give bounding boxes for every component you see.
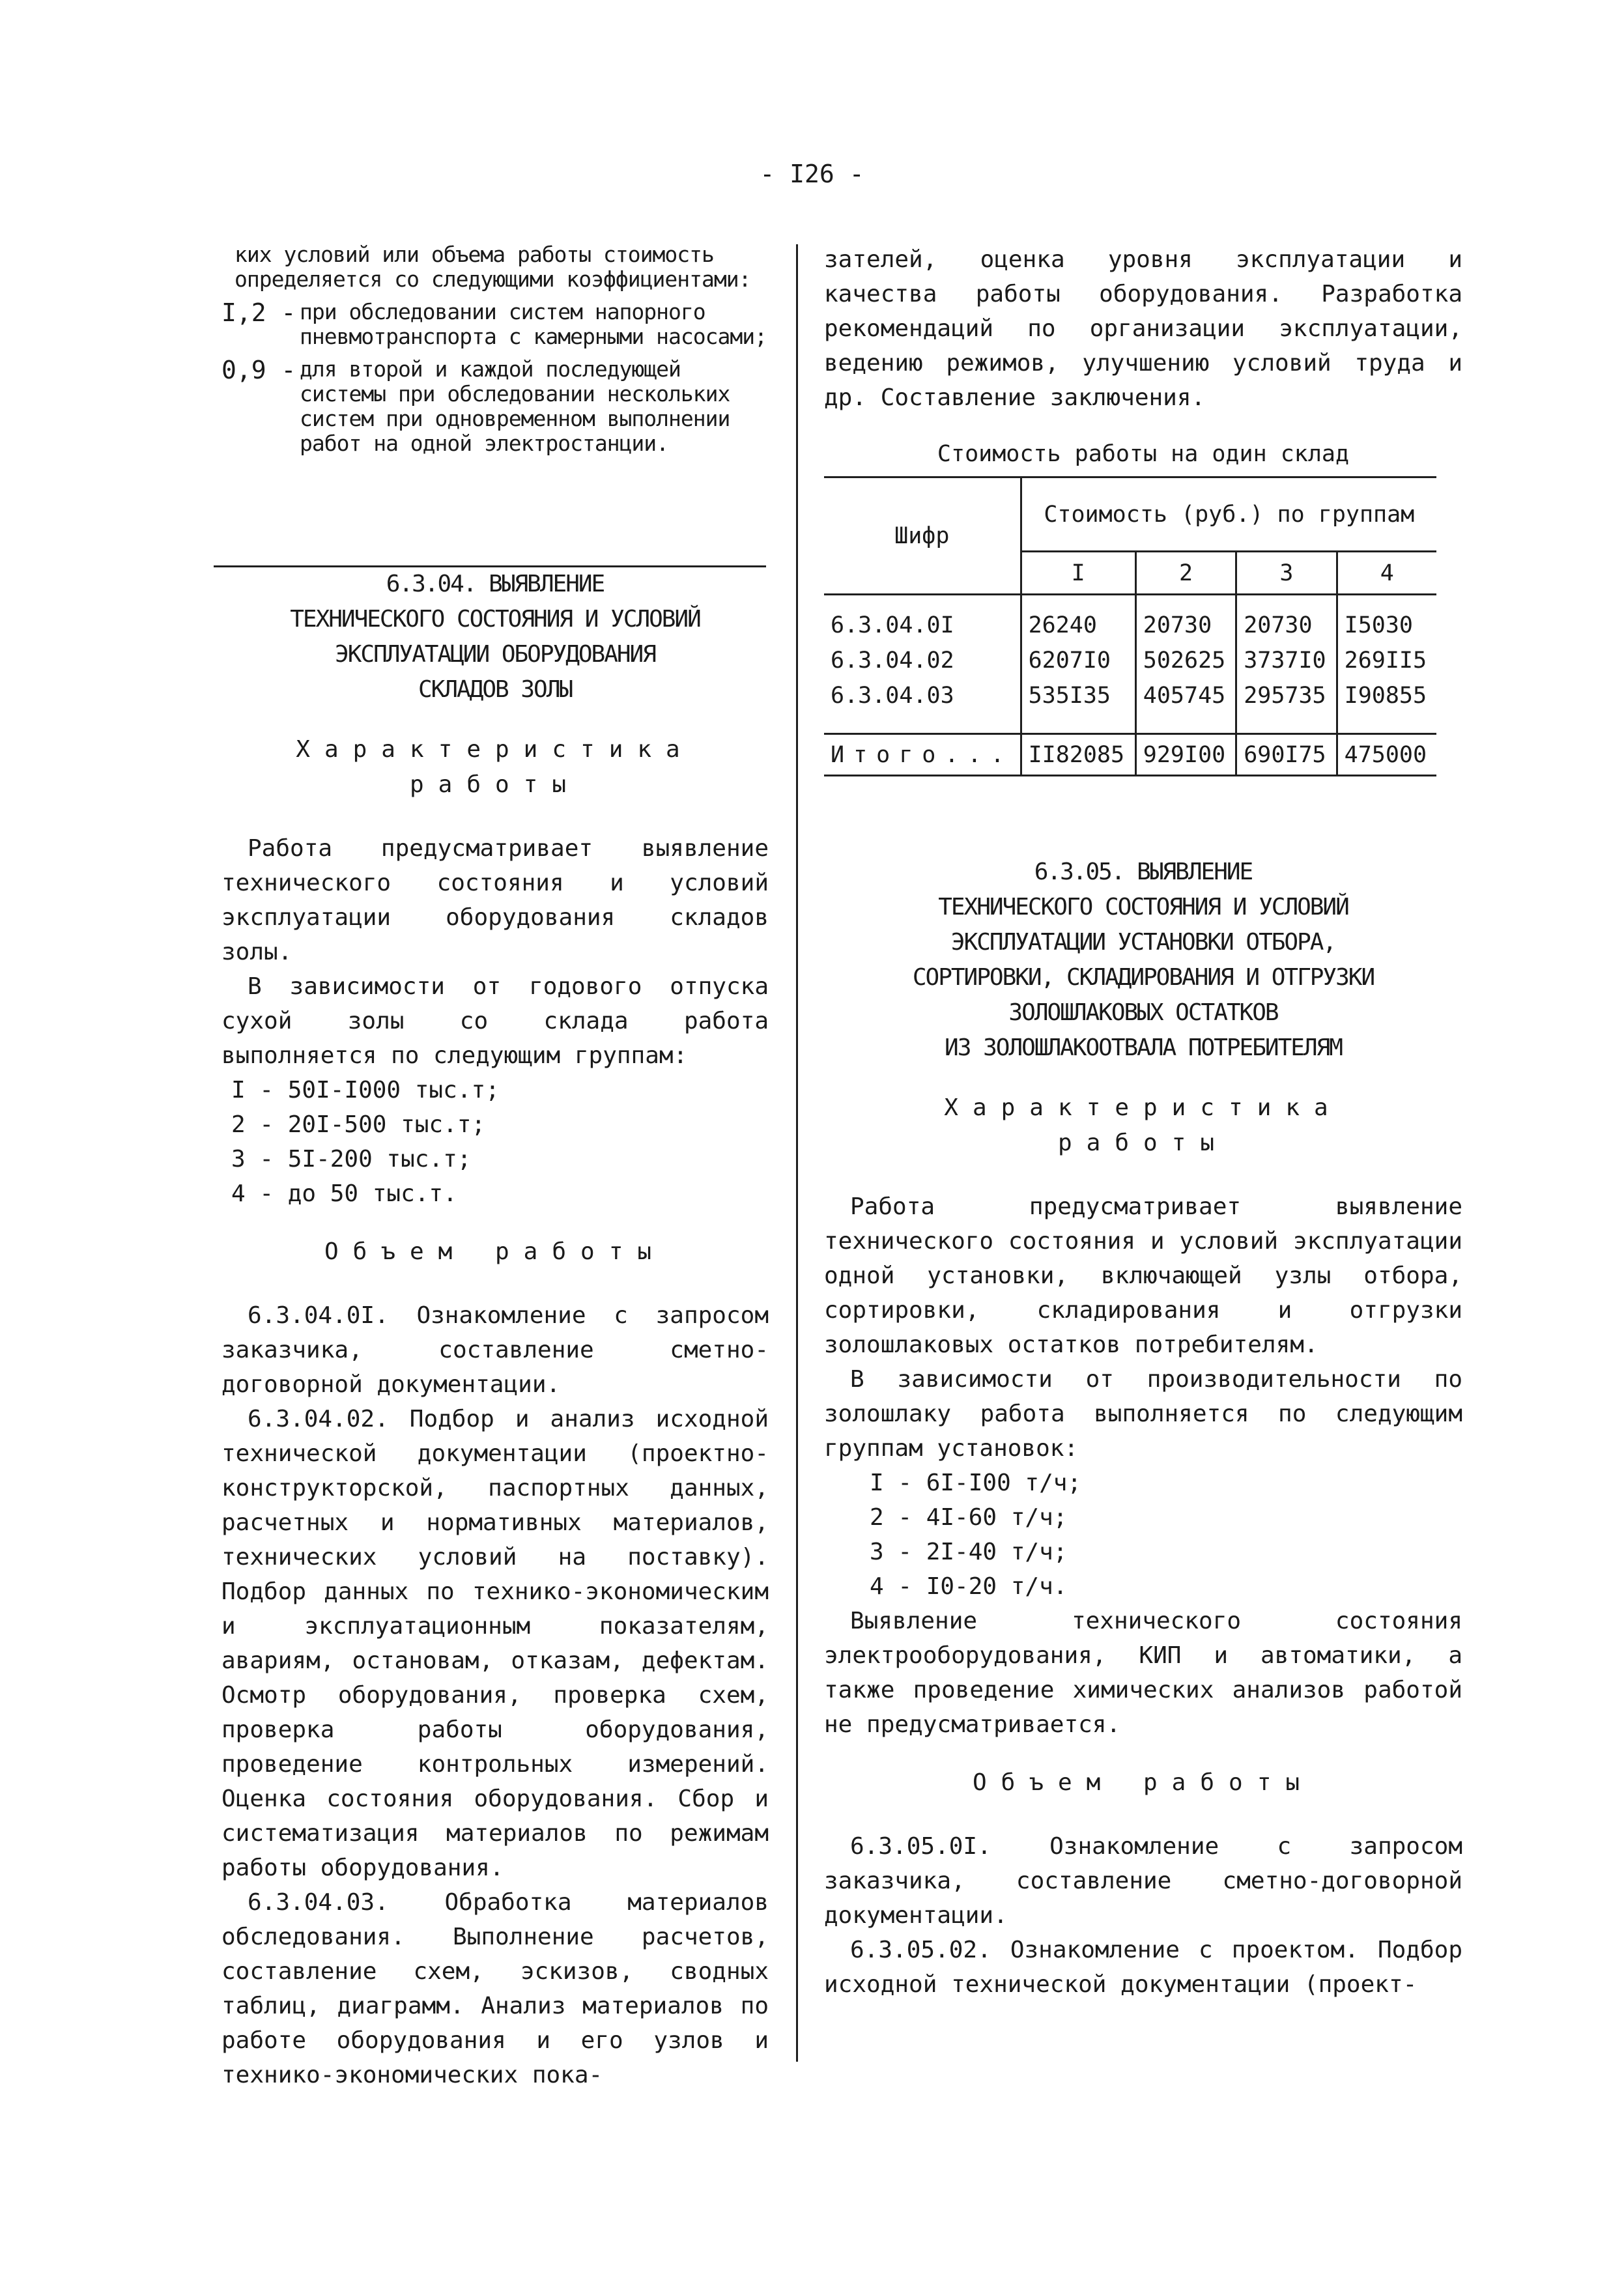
heading-line: ИЗ ЗОЛОШЛАКООТВАЛА ПОТРЕБИТЕЛЯМ [945, 1034, 1342, 1061]
group-item: I - 6I-I00 т/ч; [870, 1470, 1082, 1496]
group-item: 3 - 5I-200 тыс.т; [231, 1146, 472, 1173]
work-item: 6.3.04.03. Обработка материалов обследования. Выполнение расчетов, составление схем, эскизов, сводных таблиц, диаграмм. Анализ материалов по работе оборудования и его узлов и технико-экономических пока- [221, 1889, 769, 2088]
cell-value: 295735 [1236, 678, 1337, 713]
spaced-heading-line: Характеристика [296, 736, 694, 763]
heading-line: 6.3.05. ВЫЯВЛЕНИЕ [1034, 859, 1253, 885]
cost-table [824, 476, 1436, 776]
table-row [824, 608, 1436, 643]
cell-value: 20730 [1135, 608, 1236, 643]
heading-line: ЗОЛОШЛАКОВЫХ ОСТАТКОВ [1008, 999, 1278, 1026]
spaced-heading-line: работы [1057, 1130, 1229, 1156]
paragraph: Выявление технического состояния электрооборудования, КИП и автоматики, а также проведение химических анализов работой не предусматривается. [824, 1608, 1462, 1738]
group-list [221, 1073, 769, 1211]
group-header: I [1021, 552, 1135, 595]
coefficient-intro: ких условий или объема работы стоимость определяется со следующими коэффициентами: [235, 242, 751, 292]
group-header: 2 [1135, 552, 1236, 595]
total-label: Итого... [824, 734, 1021, 776]
group-header: 3 [1236, 552, 1337, 595]
coefficient-row [221, 300, 769, 349]
heading-line: ЭКСПЛУАТАЦИИ ОБОРУДОВАНИЯ [335, 641, 655, 668]
cell-value: 6207I0 [1021, 643, 1135, 678]
cell-value: 405745 [1135, 678, 1236, 713]
row-code: 6.3.04.0I [831, 612, 954, 638]
group-header: 4 [1337, 552, 1436, 595]
group-item: 4 - до 50 тыс.т. [231, 1180, 457, 1207]
table-spacer [824, 595, 1436, 608]
right-column [824, 242, 1462, 2002]
cell-value: 502625 [1135, 643, 1236, 678]
heading-line: ТЕХНИЧЕСКОГО СОСТОЯНИЯ И УСЛОВИЙ [938, 894, 1348, 920]
coefficient-value: I,2 - [221, 298, 296, 327]
table-caption: Стоимость работы на один склад [937, 441, 1350, 467]
group-item: 4 - I0-20 т/ч. [870, 1573, 1068, 1600]
work-item: 6.3.05.02. Ознакомление с проектом. Подбор исходной технической документации (проект- [824, 1937, 1462, 1998]
cell-value: I90855 [1337, 678, 1436, 713]
heading-line: ТЕХНИЧЕСКОГО СОСТОЯНИЯ И УСЛОВИЙ [290, 606, 700, 633]
total-value: II82085 [1021, 734, 1135, 776]
heading-line: 6.3.04. ВЫЯВЛЕНИЕ [386, 571, 605, 597]
characteristic-heading [824, 1090, 1462, 1161]
paragraph: В зависимости от годового отпуска сухой золы со склада работа выполняется по следующим группам: [221, 973, 769, 1069]
coefficient-text: при обследовании систем напорного пневмотранспорта с камерными насосами; [300, 299, 767, 349]
column-header-code: Шифр [824, 477, 1021, 595]
group-item: I - 50I-I000 тыс.т; [231, 1077, 500, 1103]
coefficient-row [221, 357, 769, 456]
coefficient-value: 0,9 - [221, 356, 296, 384]
table-total-row [824, 734, 1436, 776]
section-heading [824, 855, 1462, 1066]
total-value: 475000 [1337, 734, 1436, 776]
volume-heading: Объем работы [972, 1769, 1315, 1796]
total-value: 690I75 [1236, 734, 1337, 776]
table-row [824, 643, 1436, 678]
spaced-heading-line: работы [409, 771, 581, 798]
heading-line: ЭКСПЛУАТАЦИИ УСТАНОВКИ ОТБОРА, [950, 929, 1336, 956]
column-header-cost: Стоимость (руб.) по группам [1021, 477, 1436, 552]
paragraph: зателей, оценка уровня эксплуатации и качества работы оборудования. Разработка рекомендаций по организации эксплуатации, ведению режимов, улучшению условий труда и др. Составление заключения. [824, 246, 1462, 411]
heading-line: СОРТИРОВКИ, СКЛАДИРОВАНИЯ И ОТГРУЗКИ [912, 964, 1375, 991]
work-item: 6.3.05.0I. Ознакомление с запросом заказчика, составление сметно-договорной документации. [824, 1833, 1462, 1929]
column-divider [796, 244, 798, 2062]
row-code: 6.3.04.02 [831, 647, 954, 674]
table-row [824, 678, 1436, 713]
work-item: 6.3.04.02. Подбор и анализ исходной технической документации (проектно-конструкторской, паспортных данных, расчетных и нормативных материалов, технических условий на поставку). Подбор данных по технико-экономическим и эксплуатационным показателям, авариям, остановам, отказам, дефектам. Осмотр оборудования, проверка схем, проверка работы оборудования, проведение контрольных измерений. Оценка состояния оборудования. Сбор и систематизация материалов по режимам работы оборудования. [221, 1406, 769, 1881]
section-heading [221, 567, 769, 707]
cell-value: 26240 [1021, 608, 1135, 643]
paragraph: Работа предусматривает выявление технического состояния и условий эксплуатации оборудования складов золы. [221, 835, 769, 965]
cell-value: I5030 [1337, 608, 1436, 643]
coefficient-text: для второй и каждой последующей системы при обследовании нескольких систем при одновременном выполнении работ на одной электростанции. [300, 356, 730, 456]
cell-value: 269II5 [1337, 643, 1436, 678]
volume-heading: Объем работы [324, 1238, 666, 1265]
cell-value: 3737I0 [1236, 643, 1337, 678]
group-item: 2 - 20I-500 тыс.т; [231, 1111, 486, 1138]
left-column [221, 242, 769, 2092]
group-item: 2 - 4I-60 т/ч; [870, 1504, 1068, 1531]
heading-line: СКЛАДОВ ЗОЛЫ [418, 676, 573, 703]
paragraph: В зависимости от производительности по золошлаку работа выполняется по следующим группам установок: [824, 1366, 1462, 1462]
characteristic-heading [221, 732, 769, 803]
spaced-heading-line: Характеристика [944, 1094, 1343, 1121]
cell-value: 535I35 [1021, 678, 1135, 713]
work-item: 6.3.04.0I. Ознакомление с запросом заказчика, составление сметно-договорной документации. [221, 1302, 769, 1398]
table-spacer [824, 713, 1436, 734]
row-code: 6.3.04.03 [831, 682, 954, 709]
page-number: - I26 - [760, 160, 864, 188]
cell-value: 20730 [1236, 608, 1337, 643]
group-item: 3 - 2I-40 т/ч; [870, 1539, 1068, 1565]
total-value: 929I00 [1135, 734, 1236, 776]
paragraph: Работа предусматривает выявление технического состояния и условий эксплуатации одной установки, включающей узлы отбора, сортировки, складирования и отгрузки золошлаковых остатков потребителям. [824, 1193, 1462, 1358]
group-list [824, 1466, 1462, 1604]
